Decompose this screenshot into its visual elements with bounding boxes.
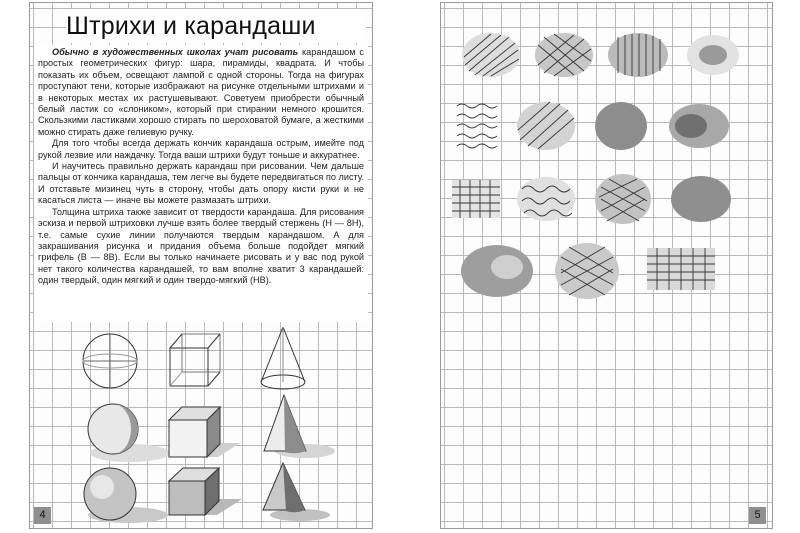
hatch-sample-grid	[452, 180, 500, 218]
hatch-sample-diagonal	[462, 33, 520, 77]
page-title: Штрихи и карандаши	[66, 9, 366, 43]
hatch-sample-dark-fine	[671, 176, 731, 222]
hatch-sample-basket	[595, 174, 651, 224]
paragraph-1-lead: Обычно в художественных школах учат рисовать	[52, 47, 299, 57]
hatch-sample-stipple	[687, 35, 739, 75]
paragraph-1-text: карандашом с простых геометрических фигур: шара, пирамиды, квадрата. И чтобы показать их объем, освещают лампой с одной стороны. Тогда на фигурах проступают тени, которые изображают на рисунке отдельными штрихами и в некоторых местах их растушевывают. Советуем приобрести обычный белый ластик со «слоником», который при стирании немного крошится. Скользкими ластиками хорошо стирать по шероховатой бумаге, а жесткими можно стирать даже гелиевую ручку.	[38, 47, 364, 137]
left-page	[29, 2, 373, 529]
hatch-sample-fine-diagonal	[517, 102, 575, 150]
right-page	[440, 2, 773, 529]
paragraph-3: И научитесь правильно держать карандаш при рисовании. Чем дальше пальцы от кончика карандаша, тем легче вы будете передвигаться по листу. И отставьте мизинец чуть в сторону, чтобы дать опору кисти руки и не касаться листа — иначе вы можете размазать штрихи.	[38, 161, 364, 206]
hatch-sample-crosshatch	[535, 33, 593, 77]
page-number: 5	[749, 507, 766, 524]
hatch-sample-gradient	[669, 104, 729, 148]
hatch-sample-blend	[461, 245, 533, 297]
cone-rendered-drawing	[263, 463, 330, 521]
cone-outline-drawing	[261, 327, 305, 389]
hatch-sample-vertical	[608, 33, 668, 77]
hatching-samples-illustration	[441, 3, 773, 529]
hatch-sample-scribble	[517, 177, 575, 221]
hatch-sample-dense	[595, 102, 647, 150]
sphere-shaded-drawing	[88, 404, 170, 462]
paragraph-4: Толщина штриха также зависит от твердости карандаша. Для рисования эскиза и первой штриховки лучше взять более твердый стержень (H — 8H), т.е. самые сухие линии получаются твердым карандашом. А для закрашивания рисунка и придания объема больше подойдет мягкий грифель (B — 8B). Если вы только начинаете рисовать и у вас под рукой нет такого количества карандашей, то вам вполне хватит 3 карандашей: один твердый, один мягкий и один твердо-мягкий (HB).	[38, 206, 364, 286]
sphere-rendered-drawing	[84, 468, 168, 523]
cube-shaded-drawing	[169, 407, 240, 457]
page-number: 4	[34, 507, 51, 524]
geometric-shapes-illustration	[30, 3, 373, 529]
hatch-sample-mesh	[555, 243, 619, 299]
cube-rendered-drawing	[169, 468, 242, 515]
cube-outline-drawing	[170, 334, 220, 386]
sphere-outline-drawing	[83, 334, 137, 388]
paragraph-2: Для того чтобы всегда держать кончик карандаша острым, имейте под рукой лезвие или наждачку. Тогда ваши штрихи будут тоньше и аккуратнее.	[38, 138, 364, 160]
hatch-sample-wavy	[457, 104, 497, 148]
hatch-sample-cross-lines	[647, 248, 715, 290]
cone-shaded-drawing	[264, 395, 335, 458]
